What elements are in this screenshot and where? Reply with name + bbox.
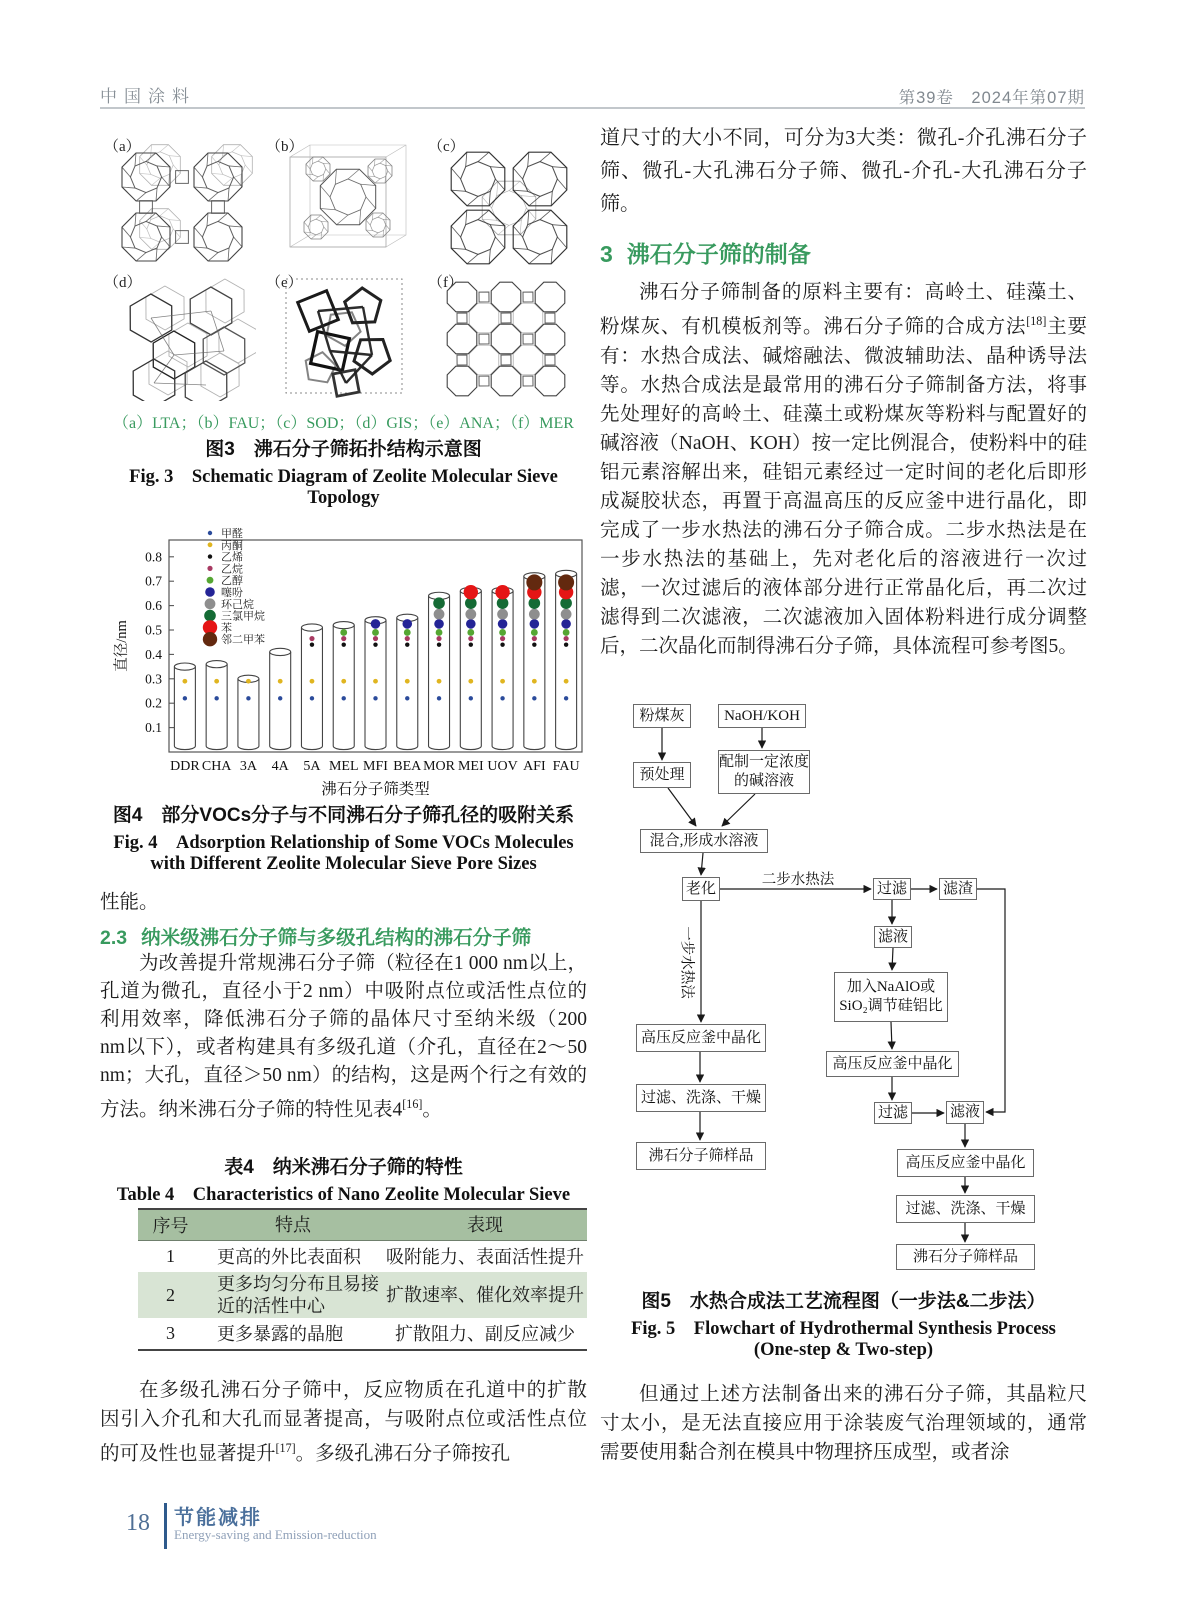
legend-label-6: 环己烷 bbox=[221, 598, 254, 611]
table-row bbox=[138, 1241, 587, 1272]
molecule-dot-AFI-2 bbox=[532, 642, 536, 646]
flow-box-mix: 混合,形成水溶液 bbox=[640, 829, 768, 853]
section-3-number: 3 bbox=[600, 241, 613, 267]
x-tick-label: MFI bbox=[363, 759, 388, 774]
zeolite-structure-f bbox=[424, 269, 586, 405]
legend-label-0: 甲醛 bbox=[221, 528, 243, 540]
flow-box-residue: 滤渣 bbox=[939, 878, 977, 900]
section-2-3-number: 2.3 bbox=[100, 927, 128, 949]
molecule-dot-MEL-2 bbox=[342, 642, 346, 646]
legend-dot-2 bbox=[208, 554, 212, 558]
zeolite-structure-d bbox=[100, 269, 262, 405]
zeolite-wireframe-d bbox=[106, 273, 256, 401]
y-tick-label: 0.4 bbox=[145, 646, 162, 662]
molecule-dot-AFI-1 bbox=[532, 679, 537, 684]
molecule-dot-BEA-0 bbox=[405, 696, 409, 700]
molecule-dot-BEA-1 bbox=[405, 679, 410, 684]
molecule-dot-FAU-9 bbox=[558, 574, 574, 590]
x-tick-label: MOR bbox=[423, 759, 455, 774]
paragraph-nano-text: 为改善提升常规沸石分子筛（粒径在1 000 nm以上，孔道为微孔，直径小于2 nm）中吸附点位或活性点位的利用效率，降低沸石分子筛的晶体尺寸至纳米级（200 nm以下），或者构建具有多级孔道（介孔，直径在2～50 nm；大孔，直径＞50 nm）的结构，这是两个行之有效的方法。纳米沸石分子筛的特性见表4 bbox=[100, 953, 587, 1121]
molecule-dot-UOV-6 bbox=[497, 609, 508, 620]
molecule-dot-MEI-5 bbox=[466, 619, 476, 629]
pore-bar-CHA bbox=[206, 664, 227, 749]
flow-box-sample-right: 沸石分子筛样品 bbox=[896, 1244, 1035, 1270]
flow-arrow-12 bbox=[977, 889, 1005, 1112]
figure3-caption-cn: 图3 沸石分子筛拓扑结构示意图 bbox=[205, 439, 482, 460]
x-tick-label: CHA bbox=[201, 759, 232, 774]
zeolite-structure-c bbox=[424, 133, 586, 269]
paragraph-fragment: 性能。 bbox=[100, 892, 159, 913]
x-tick-label: 4A bbox=[271, 759, 289, 774]
flow-box-aging: 老化 bbox=[682, 877, 720, 901]
molecule-dot-5A-0 bbox=[310, 696, 314, 700]
y-tick-label: 0.1 bbox=[145, 720, 162, 736]
legend-dot-9 bbox=[203, 632, 217, 646]
cell-index-2: 2 bbox=[166, 1284, 175, 1305]
paragraph-preparation bbox=[600, 278, 1087, 661]
molecule-dot-FAU-0 bbox=[564, 696, 568, 700]
flow-label-two-step: 二步水热法 bbox=[761, 872, 835, 888]
page-number: 18 bbox=[126, 1510, 150, 1536]
molecule-dot-MOR-5 bbox=[434, 619, 444, 629]
figure3-panels bbox=[100, 133, 587, 405]
molecule-dot-FAU-2 bbox=[564, 642, 568, 646]
paragraph-hierarchical bbox=[100, 1376, 587, 1469]
zeolite-structure-a bbox=[100, 133, 262, 269]
cell-feature-2: 更多均匀分布且易接近的活性中心 bbox=[217, 1274, 379, 1316]
section-3-title: 沸石分子筛的制备 bbox=[626, 241, 811, 267]
y-tick-label: 0.6 bbox=[145, 598, 162, 614]
molecule-dot-5A-3 bbox=[309, 636, 314, 641]
molecule-dot-UOV-8 bbox=[495, 585, 509, 599]
flow-arrow-2 bbox=[668, 788, 696, 826]
x-tick-label: 3A bbox=[239, 759, 257, 774]
flow-box-adjust-si-al: 加入NaAlO或SiO₂调节硅铝比 bbox=[834, 972, 948, 1022]
figure3-caption-en1: Fig. 3 Schematic Diagram of Zeolite Molecular Sieve bbox=[129, 467, 558, 487]
legend-dot-6 bbox=[205, 598, 216, 609]
molecule-dot-MFI-3 bbox=[373, 636, 378, 641]
flow-label-one-step: 一步水热法 bbox=[678, 926, 695, 999]
paragraph-hierarchical-text: 在多级孔沸石分子筛中，反应物质在孔道中的扩散因引入介孔和大孔而显著提高，与吸附点位或活性点位的可及性也显著提升 bbox=[100, 1380, 587, 1465]
zeolite-structure-b bbox=[262, 133, 424, 269]
paragraph-nano-end: 。 bbox=[422, 1099, 442, 1121]
footer-section-en: Energy-saving and Emission-reduction bbox=[174, 1527, 377, 1542]
panel-label-f: （f） bbox=[428, 275, 463, 291]
molecule-dot-MOR-3 bbox=[436, 636, 441, 641]
molecule-dot-UOV-1 bbox=[500, 679, 505, 684]
flow-box-wash-right: 过滤、洗涤、干燥 bbox=[896, 1195, 1035, 1223]
pore-bar-3A bbox=[238, 679, 259, 750]
molecule-dot-UOV-4 bbox=[499, 629, 506, 636]
zeolite-structure-e bbox=[262, 269, 424, 405]
legend-label-7: 三氯甲烷 bbox=[221, 610, 265, 623]
header-rule bbox=[100, 107, 1085, 109]
figure5-caption-en2: (One-step & Two-step) bbox=[753, 1340, 934, 1360]
molecule-dot-MFI-2 bbox=[373, 642, 377, 646]
x-tick-label: MEL bbox=[328, 759, 359, 774]
cell-feature-3: 更多暴露的晶胞 bbox=[217, 1323, 343, 1344]
figure3-subcaption: （a）LTA；（b）FAU；（c）SOD；（d）GIS；（e）ANA；（f）MER bbox=[113, 415, 574, 432]
flow-box-filter-1: 过滤 bbox=[873, 878, 911, 900]
figure4-caption-en2: with Different Zeolite Molecular Sieve Pore Sizes bbox=[150, 854, 537, 874]
molecule-dot-UOV-2 bbox=[500, 642, 504, 646]
molecule-dot-FAU-4 bbox=[563, 629, 570, 636]
molecule-dot-FAU-6 bbox=[561, 609, 572, 620]
figure5-caption-en1: Fig. 5 Flowchart of Hydrothermal Synthesis Process bbox=[631, 1319, 1056, 1339]
legend-dot-0 bbox=[208, 531, 212, 535]
flow-arrow-8 bbox=[892, 948, 893, 970]
cell-performance-3: 扩散阻力、副反应减少 bbox=[395, 1323, 575, 1344]
molecule-dot-UOV-3 bbox=[500, 636, 505, 641]
y-tick-label: 0.7 bbox=[145, 573, 162, 589]
flow-arrow-9 bbox=[891, 1022, 892, 1049]
flow-box-crystallize-left: 高压反应釜中晶化 bbox=[636, 1024, 766, 1052]
panel-label-e: （e） bbox=[266, 275, 303, 291]
table4-title-en: Table 4 Characteristics of Nano Zeolite Molecular Sieve bbox=[116, 1185, 571, 1205]
legend-label-8: 苯 bbox=[221, 622, 232, 635]
legend-dot-1 bbox=[208, 542, 213, 547]
pore-bar-top-MEL bbox=[333, 622, 354, 629]
molecule-dot-MOR-0 bbox=[437, 696, 441, 700]
section-2-3-title: 纳米级沸石分子筛与多级孔结构的沸石分子筛 bbox=[141, 927, 532, 949]
cell-index-1: 1 bbox=[166, 1246, 175, 1266]
molecule-dot-DDR-1 bbox=[182, 679, 187, 684]
legend-label-1: 丙酮 bbox=[221, 539, 243, 552]
table4 bbox=[138, 1208, 587, 1351]
figure3-caption-en2: Topology bbox=[307, 488, 380, 508]
y-tick-label: 0.2 bbox=[145, 695, 162, 711]
molecule-dot-FAU-1 bbox=[564, 679, 569, 684]
molecule-dot-MOR-7 bbox=[433, 597, 445, 609]
flow-box-filtrate-2: 滤液 bbox=[946, 1101, 984, 1124]
flow-arrow-3 bbox=[722, 794, 755, 826]
cell-index-3: 3 bbox=[166, 1323, 175, 1343]
pore-bar-top-4A bbox=[270, 648, 291, 655]
molecule-dot-MFI-5 bbox=[371, 619, 381, 629]
flow-box-filtrate-1: 滤液 bbox=[874, 926, 912, 948]
molecule-dot-MFI-1 bbox=[373, 679, 378, 684]
footer-divider bbox=[164, 1503, 167, 1549]
legend-label-4: 乙醇 bbox=[221, 575, 243, 588]
x-tick-label: DDR bbox=[170, 759, 200, 774]
figure5-caption-cn: 图5 水热合成法工艺流程图（一步法&二步法） bbox=[641, 1291, 1046, 1312]
molecule-dot-FAU-3 bbox=[564, 636, 569, 641]
molecule-dot-4A-1 bbox=[278, 679, 283, 684]
molecule-dot-AFI-6 bbox=[529, 609, 540, 620]
panel-label-c: （c） bbox=[428, 139, 465, 155]
x-tick-label: UOV bbox=[487, 759, 518, 774]
citation-17: [17] bbox=[275, 1441, 296, 1455]
zeolite-wireframe-f bbox=[430, 273, 580, 401]
flow-box-sample-left: 沸石分子筛样品 bbox=[636, 1142, 766, 1170]
molecule-dot-MEI-3 bbox=[468, 636, 473, 641]
flow-box-crystallize-mid: 高压反应釜中晶化 bbox=[826, 1051, 959, 1077]
molecule-dot-MEI-0 bbox=[469, 696, 473, 700]
flow-box-wash-left: 过滤、洗涤、干燥 bbox=[636, 1084, 766, 1112]
molecule-dot-CHA-0 bbox=[214, 696, 218, 700]
paragraph-preparation-text: 沸石分子筛制备的原料主要有：高岭土、硅藻土、粉煤灰、有机模板剂等。沸石分子筛的合成方法 bbox=[600, 282, 1087, 338]
molecule-dot-MEL-1 bbox=[341, 679, 346, 684]
flow-box-crystallize-right: 高压反应釜中晶化 bbox=[897, 1149, 1034, 1177]
molecule-dot-MFI-0 bbox=[373, 696, 377, 700]
molecule-dot-MEL-3 bbox=[341, 636, 346, 641]
paragraph-nano bbox=[100, 950, 587, 1125]
molecule-dot-MOR-2 bbox=[437, 642, 441, 646]
cell-performance-2: 扩散速率、催化效率提升 bbox=[386, 1285, 584, 1305]
zeolite-wireframe-a bbox=[106, 137, 256, 265]
paragraph-pore-classes: 道尺寸的大小不同，可分为3大类：微孔-介孔沸石分子筛、微孔-大孔沸石分子筛、微孔-介孔-大孔沸石分子筛。 bbox=[600, 127, 1087, 215]
molecule-dot-AFI-4 bbox=[531, 629, 538, 636]
x-tick-label: MEI bbox=[457, 759, 484, 774]
pore-bar-4A bbox=[270, 652, 291, 750]
molecule-dot-AFI-5 bbox=[530, 619, 540, 629]
molecule-dot-BEA-2 bbox=[405, 642, 409, 646]
molecule-dot-AFI-9 bbox=[526, 574, 542, 590]
table4-header-row bbox=[138, 1210, 587, 1241]
molecule-dot-5A-2 bbox=[310, 642, 314, 646]
molecule-dot-MEI-8 bbox=[464, 585, 478, 599]
molecule-dot-MOR-1 bbox=[437, 679, 442, 684]
y-axis-label: 直径/nm bbox=[114, 620, 130, 672]
table-row bbox=[138, 1272, 587, 1318]
flow-arrow-4 bbox=[701, 853, 703, 875]
citation-16: [16] bbox=[402, 1097, 423, 1111]
legend-dot-3 bbox=[207, 566, 212, 571]
molecule-dot-DDR-0 bbox=[183, 696, 187, 700]
x-tick-label: FAU bbox=[552, 759, 580, 774]
table-row bbox=[138, 1318, 587, 1349]
panel-label-a: （a） bbox=[104, 139, 141, 155]
legend-label-3: 乙烷 bbox=[221, 563, 243, 576]
zeolite-wireframe-c bbox=[430, 137, 580, 265]
y-tick-label: 0.8 bbox=[145, 549, 162, 565]
molecule-dot-UOV-5 bbox=[498, 619, 508, 629]
figure4-chart bbox=[100, 506, 587, 800]
section-3-heading bbox=[600, 236, 811, 269]
cell-performance-1: 吸附能力、表面活性提升 bbox=[386, 1246, 584, 1267]
x-tick-label: AFI bbox=[523, 759, 546, 774]
molecule-dot-MEI-6 bbox=[465, 609, 476, 620]
pore-bar-top-CHA bbox=[206, 661, 227, 668]
panel-label-d: （d） bbox=[104, 275, 142, 291]
x-axis-label: 沸石分子筛类型 bbox=[321, 781, 430, 798]
table4-header-feature: 特点 bbox=[275, 1215, 311, 1235]
paragraph-limitation: 但通过上述方法制备出来的沸石分子筛，其晶粒尺寸太小，是无法直接应用于涂装废气治理领域的，通常需要使用黏合剂在模具中物理挤压成型，或者涂 bbox=[600, 1384, 1087, 1463]
molecule-dot-BEA-3 bbox=[405, 636, 410, 641]
y-tick-label: 0.5 bbox=[145, 622, 162, 638]
molecule-dot-MEI-4 bbox=[467, 629, 474, 636]
legend-dot-4 bbox=[207, 577, 214, 584]
pore-bar-top-5A bbox=[301, 624, 322, 631]
citation-18: [18] bbox=[1026, 314, 1047, 328]
molecule-dot-MOR-4 bbox=[436, 629, 443, 636]
legend-label-9: 邻二甲苯 bbox=[221, 634, 265, 647]
flow-box-prepare-alkali: 配制一定浓度的碱溶液 bbox=[718, 750, 810, 794]
pore-bar-top-DDR bbox=[174, 663, 195, 670]
molecule-dot-UOV-0 bbox=[500, 696, 504, 700]
flow-box-pretreat: 预处理 bbox=[633, 762, 691, 788]
molecule-dot-MOR-6 bbox=[434, 609, 445, 620]
legend-label-5: 噻吩 bbox=[221, 587, 243, 599]
molecule-dot-3A-1 bbox=[246, 679, 251, 684]
molecule-dot-BEA-5 bbox=[402, 619, 412, 629]
legend-dot-5 bbox=[205, 587, 215, 597]
panel-label-b: （b） bbox=[266, 139, 304, 155]
x-tick-label: 5A bbox=[303, 759, 321, 774]
zeolite-wireframe-b bbox=[268, 137, 418, 265]
table4-header-index: 序号 bbox=[152, 1216, 189, 1236]
legend-dot-7 bbox=[204, 610, 216, 622]
issue-info: 第39卷 2024年第07期 bbox=[898, 89, 1085, 107]
molecule-dot-CHA-1 bbox=[214, 679, 219, 684]
molecule-dot-AFI-3 bbox=[532, 636, 537, 641]
molecule-dot-4A-0 bbox=[278, 696, 282, 700]
flow-box-filter-2: 过滤 bbox=[874, 1102, 912, 1124]
molecule-dot-MEI-2 bbox=[469, 642, 473, 646]
molecule-dot-3A-0 bbox=[246, 696, 250, 700]
molecule-dot-BEA-4 bbox=[404, 629, 411, 636]
zeolite-wireframe-e bbox=[268, 273, 418, 401]
table4-title-cn: 表4 纳米沸石分子筛的特性 bbox=[224, 1157, 463, 1178]
table4-header-performance: 表现 bbox=[467, 1215, 503, 1235]
flow-box-naoh-koh: NaOH/KOH bbox=[718, 704, 806, 728]
molecule-dot-FAU-5 bbox=[561, 619, 571, 629]
flow-box-fly-ash: 粉煤灰 bbox=[633, 704, 691, 728]
figure4-caption-en1: Fig. 4 Adsorption Relationship of Some VOCs Molecules bbox=[113, 833, 574, 853]
molecule-dot-MEI-1 bbox=[468, 679, 473, 684]
footer-section-cn: 节能减排 bbox=[174, 1507, 262, 1529]
molecule-dot-AFI-0 bbox=[532, 696, 536, 700]
molecule-dot-5A-1 bbox=[310, 679, 315, 684]
legend-label-2: 乙烯 bbox=[221, 551, 243, 564]
cell-feature-1: 更高的外比表面积 bbox=[217, 1246, 361, 1267]
figure4-caption-cn: 图4 部分VOCs分子与不同沸石分子筛孔径的吸附关系 bbox=[112, 805, 575, 826]
figure5-flowchart bbox=[600, 690, 1087, 1278]
journal-title: 中国涂料 bbox=[100, 87, 196, 106]
molecule-dot-MEL-0 bbox=[342, 696, 346, 700]
y-tick-label: 0.3 bbox=[145, 671, 162, 687]
section-2-3-heading bbox=[100, 922, 531, 950]
x-tick-label: BEA bbox=[393, 759, 422, 774]
paragraph-preparation-end: 主要有：水热合成法、碱熔融法、微波辅助法、晶种诱导法等。水热合成法是最常用的沸石分子筛制备方法，将事先处理好的高岭土、硅藻土或粉煤灰等粉料与配置好的碱溶液（NaOH、KOH）按一定比例混合，使粉料中的硅铝元素溶解出来，硅铝元素经过一定时间的老化后即形成凝胶状态，再置于高温高压的反应釜中进行晶化，即完成了一步水热法的沸石分子筛合成。二步水热法是在一步水热法的基础上，先对老化后的溶液进行一次过滤，一次过滤后的液体部分进行正常晶化后，再二次过滤得到二次滤液，二次滤液加入固体粉料进行成分调整后，二次晶化而制得沸石分子筛，具体流程可参考图5。 bbox=[600, 316, 1087, 657]
molecule-dot-MFI-4 bbox=[372, 629, 379, 636]
paragraph-hierarchical-end: 。多级孔沸石分子筛按孔 bbox=[295, 1443, 511, 1465]
molecule-dot-MEL-4 bbox=[340, 629, 347, 636]
